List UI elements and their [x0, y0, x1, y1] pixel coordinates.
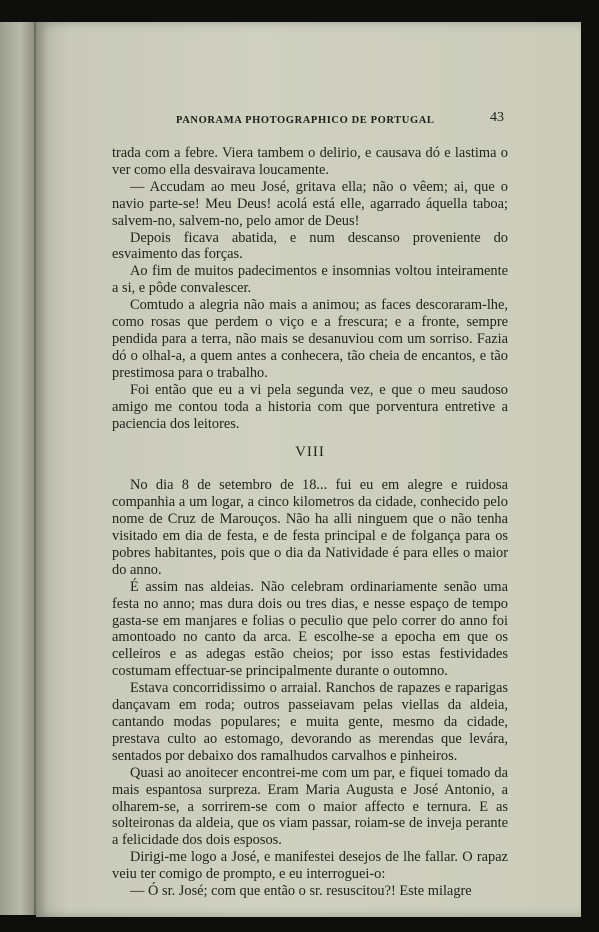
paragraph: — Ó sr. José; com que então o sr. resuscitou?! Este milagre: [130, 883, 472, 900]
paragraph: Dirigi-me logo a José, e manifestei desejos de lhe fallar. O rapaz veiu ter comigo de prompto, e eu interroguei-o:: [112, 849, 508, 883]
page-header: [36, 110, 581, 130]
paragraph: Ao fim de muitos padecimentos e insomnias voltou inteiramente a si, e pôde convalescer.: [112, 263, 508, 297]
page-number: 43: [490, 110, 504, 125]
paragraph: trada com a febre. Viera tambem o delirio, e causava dó e lastima o ver como ella desvairava loucamente.: [112, 145, 508, 178]
paragraph: Estava concorridissimo o arraial. Ranchos de rapazes e raparigas dançavam em roda; outros passeiavam pelas viellas da aldeia, cantando modas populares; e muita gente, mesmo da cidade, prestava culto ao estomago, devorando as merendas que levára, sentados por debaixo dos ramalhudos carvalhos e pinheiros.: [112, 680, 508, 764]
facing-page-edge: [0, 22, 36, 915]
paragraph: É assim nas aldeias. Não celebram ordinariamente senão uma festa no anno; mas dura dois ou tres dias, e nesse espaço de tempo gasta-se em manjares e folias o peculio que pelo correr do anno foi amontoado no canto da arca. E escolhe-se a epocha em que os celleiros e as adegas estão cheios; por isso estas festividades costumam effectuar-se principalmente durante o outomno.: [112, 578, 508, 680]
paragraph: No dia 8 de setembro de 18... fui eu em alegre e ruidosa companhia a um logar, a cinco kilometros da cidade, conhecido pelo nome de Cruz de Marouços. Não ha alli ninguem que o não tenha visitado em dia de festa, e de festa principal e de folgança para os pobres habitantes, pois que o dia da Natividade é para elles o maior do anno.: [112, 477, 508, 578]
paragraph: Foi então que eu a vi pela segunda vez, e que o meu saudoso amigo me contou toda a historia com que porventura entretive a paciencia dos leitores.: [112, 381, 508, 432]
page-body: [112, 145, 508, 900]
paragraph: Quasi ao anoitecer encontrei-me com um par, e fiquei tomado da mais espantosa surpreza. Eram Maria Augusta e José Antonio, a olharem-se, a sorrirem-se com o maior affecto e ternura. E as solteironas da aldeia, que os viam passar, roiam-se de inveja perante a felicidade dos dois esposos.: [112, 764, 508, 849]
running-title: PANORAMA PHOTOGRAPHICO DE PORTUGAL: [176, 115, 435, 126]
paragraph: — Accudam ao meu José, gritava ella; não o vêem; ai, que o navio parte-se! Meu Deus! acolá está elle, agarrado áquella taboa; salvem-no, salvem-no, pelo amor de Deus!: [112, 178, 508, 229]
paragraph: Depois ficava abatida, e num descanso proveniente do esvaimento das forças.: [112, 229, 508, 263]
book-page: [36, 22, 581, 917]
paragraph: Comtudo a alegria não mais a animou; as faces descoraram-lhe, como rosas que perdem o viço e a frescura; e a fronte, sempre pendida para a terra, não mais se desanuviou com um sorriso. Fazia dó o olhal-a, a quem antes a conhecera, tão cheia de encantos, e tão prestimosa para o trabalho.: [112, 297, 508, 381]
section-heading: VIII: [295, 444, 325, 461]
